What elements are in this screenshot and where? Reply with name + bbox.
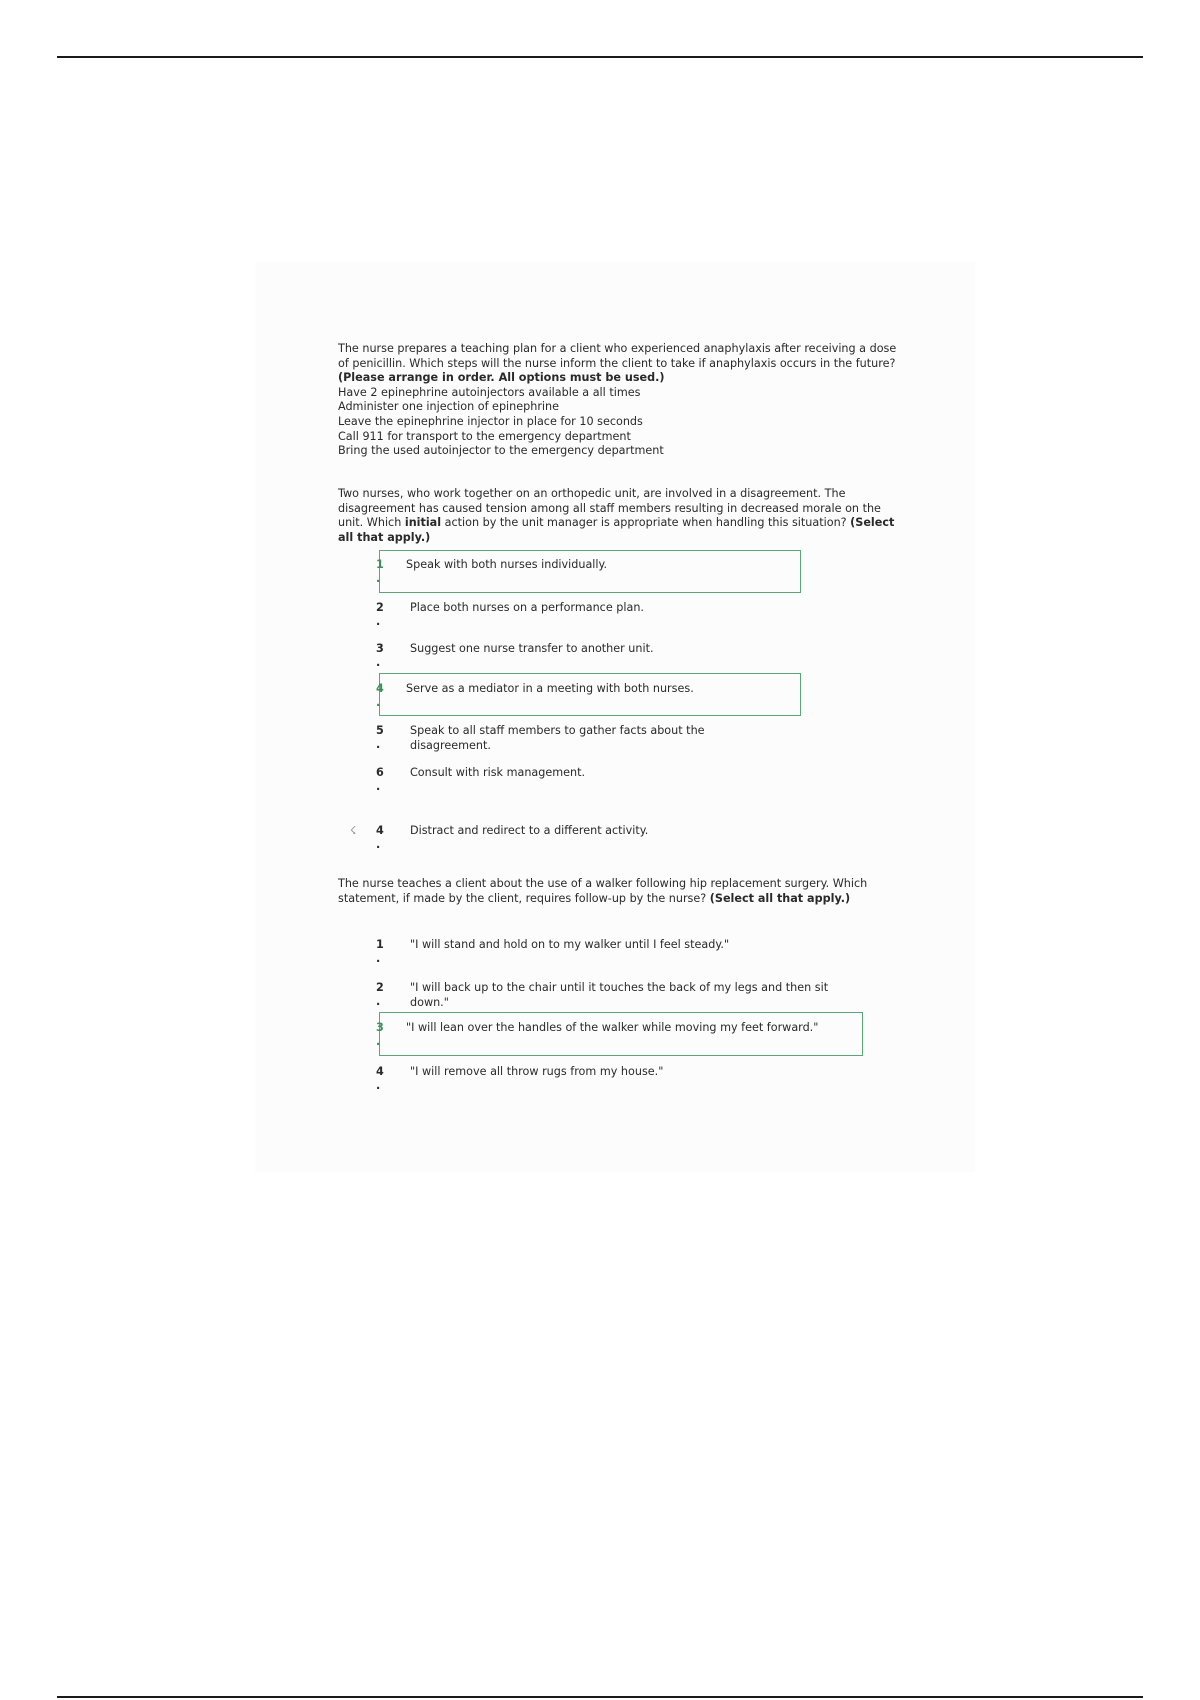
question-3-prompt bbox=[338, 877, 898, 906]
question-1-option-1: Have 2 epinephrine autoinjectors available a all times bbox=[338, 385, 641, 399]
option-number: 4 bbox=[376, 1065, 384, 1078]
question-1-prompt-text: The nurse prepares a teaching plan for a client who experienced anaphylaxis after receiving a dose of penicillin. Which steps will the nurse inform the client to take if anaphylaxis occurs in the future? bbox=[338, 342, 897, 370]
question-1-option-4: Call 911 for transport to the emergency department bbox=[338, 429, 631, 443]
option-text: Suggest one nurse transfer to another unit. bbox=[410, 642, 654, 655]
option-dot: . bbox=[376, 696, 381, 709]
option-text: Speak with both nurses individually. bbox=[406, 558, 608, 571]
option-number: 4 bbox=[376, 682, 384, 695]
option-number: 6 bbox=[376, 766, 384, 779]
option-dot: . bbox=[376, 615, 381, 628]
question-2-instruction: (Select all that apply.) bbox=[338, 516, 895, 544]
header-rule bbox=[57, 56, 1143, 58]
option-number: 3 bbox=[376, 642, 384, 655]
option-text: Speak to all staff members to gather facts about the disagreement. bbox=[410, 724, 705, 752]
option-number: 4 bbox=[376, 824, 384, 837]
question-3 bbox=[338, 877, 898, 906]
option-number: 1 bbox=[376, 558, 384, 571]
option-dot: . bbox=[376, 952, 381, 965]
question-3-prompt-text: The nurse teaches a client about the use of a walker following hip replacement surgery. Which statement, if made by the client, requires follow-up by the nurse? bbox=[338, 877, 868, 905]
option-text: "I will back up to the chair until it touches the back of my legs and then sit down." bbox=[410, 981, 829, 1009]
footer-rule bbox=[57, 1696, 1143, 1698]
option-text: Distract and redirect to a different activity. bbox=[410, 824, 649, 837]
question-3-instruction: (Select all that apply.) bbox=[709, 891, 851, 905]
question-1-prompt bbox=[338, 342, 898, 386]
question-2-prompt bbox=[338, 487, 898, 545]
option-number: 3 bbox=[376, 1021, 384, 1034]
option-number: 2 bbox=[376, 981, 384, 994]
option-text: "I will remove all throw rugs from my house." bbox=[410, 1065, 664, 1078]
question-1-option-5: Bring the used autoinjector to the emergency department bbox=[338, 444, 664, 458]
stray-mark-icon: ☇ bbox=[350, 824, 357, 837]
option-dot: . bbox=[376, 780, 381, 793]
option-text: Consult with risk management. bbox=[410, 766, 586, 779]
option-text: Place both nurses on a performance plan. bbox=[410, 601, 644, 614]
option-text: "I will lean over the handles of the walker while moving my feet forward." bbox=[406, 1021, 819, 1034]
option-dot: . bbox=[376, 656, 381, 669]
option-dot: . bbox=[376, 738, 381, 751]
question-1-instruction: (Please arrange in order. All options must be used.) bbox=[338, 371, 665, 385]
option-dot: . bbox=[376, 1035, 381, 1048]
question-1-option-2: Administer one injection of epinephrine bbox=[338, 400, 559, 414]
option-text: Serve as a mediator in a meeting with both nurses. bbox=[406, 682, 694, 695]
option-text: "I will stand and hold on to my walker until I feel steady." bbox=[410, 938, 730, 951]
question-2 bbox=[338, 487, 898, 545]
option-number: 1 bbox=[376, 938, 384, 951]
option-number: 5 bbox=[376, 724, 384, 737]
question-2-prompt-part1: Two nurses, who work together on an orthopedic unit, are involved in a disagreement. The disagreement has caused tension among all staff members resulting in decreased morale on the unit. Which bbox=[338, 487, 881, 530]
option-dot: . bbox=[376, 572, 381, 585]
question-1-option-3: Leave the epinephrine injector in place for 10 seconds bbox=[338, 414, 643, 428]
question-2-prompt-emphasis: initial bbox=[404, 516, 442, 530]
option-dot: . bbox=[376, 995, 381, 1008]
question-2-prompt-part2: action by the unit manager is appropriate when handling this situation? bbox=[444, 516, 847, 530]
option-dot: . bbox=[376, 1079, 381, 1092]
question-1 bbox=[338, 342, 898, 459]
option-dot: . bbox=[376, 838, 381, 851]
option-number: 2 bbox=[376, 601, 384, 614]
